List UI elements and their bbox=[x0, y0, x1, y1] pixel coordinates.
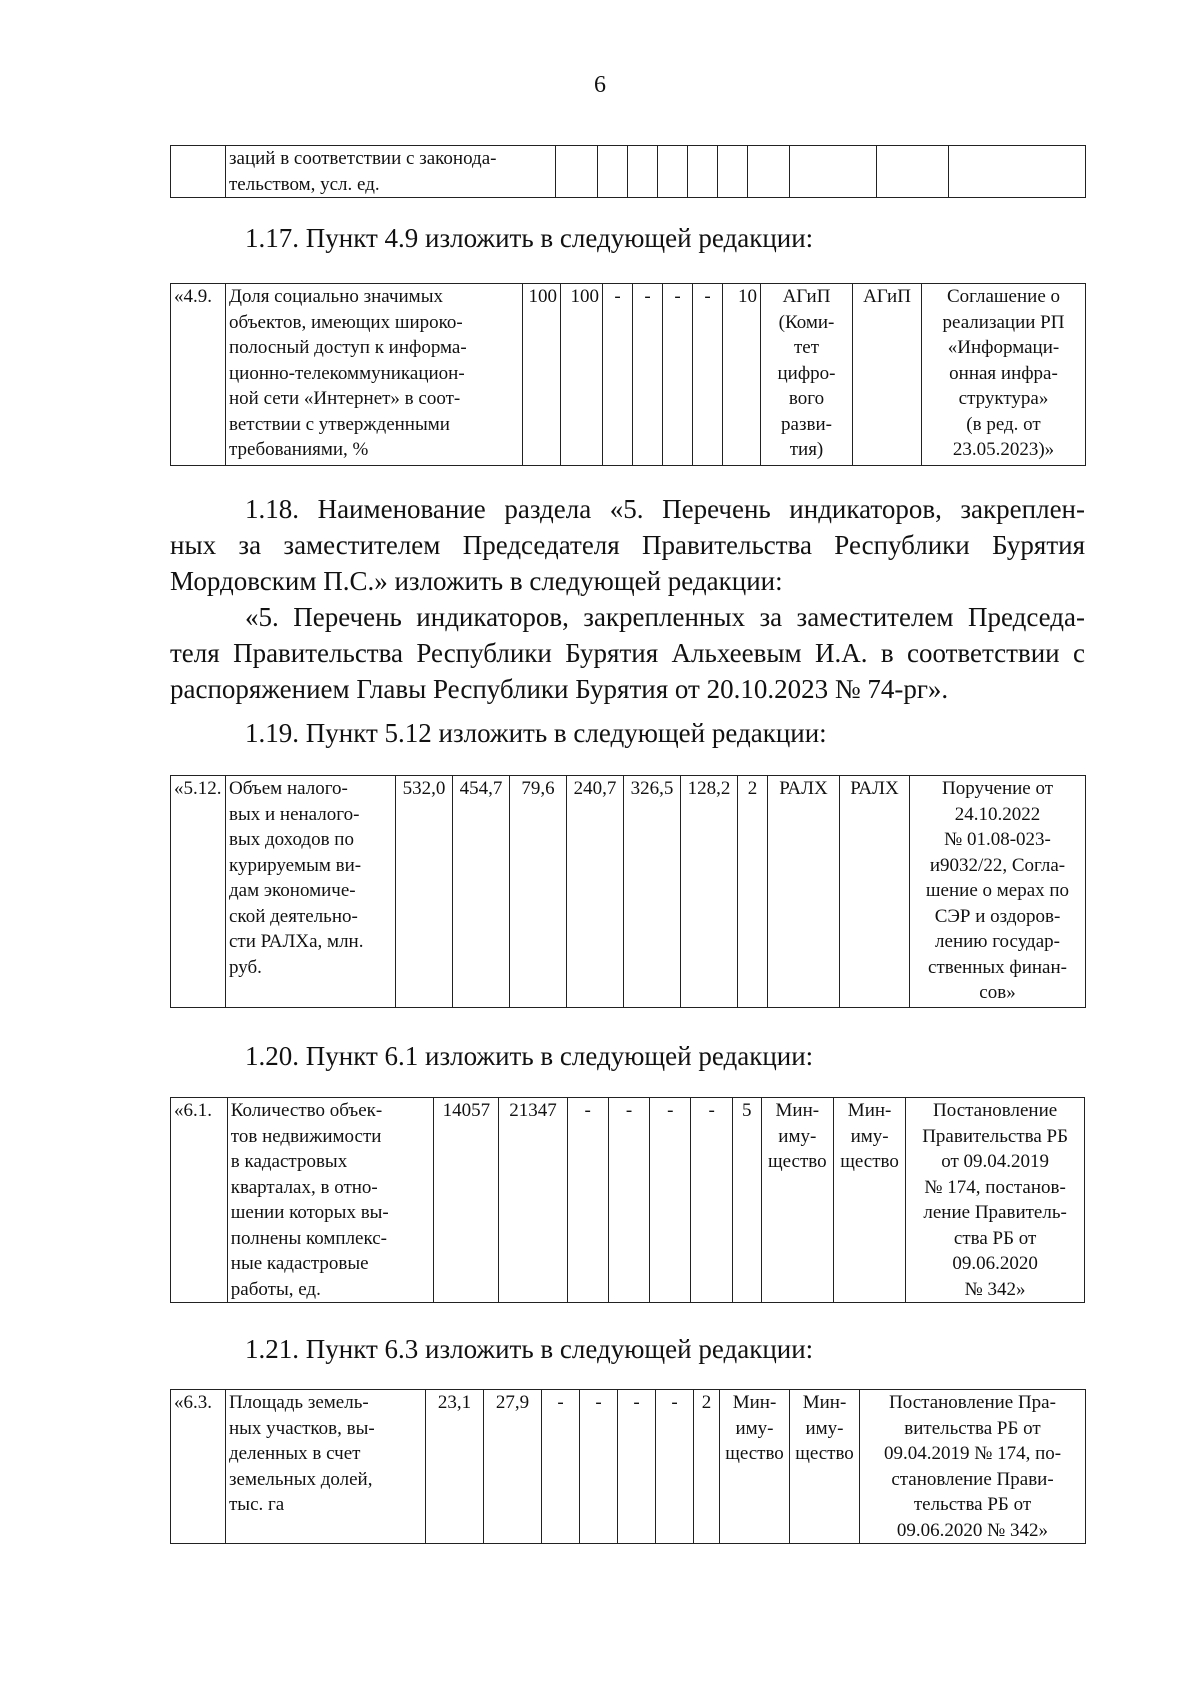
continuation-table bbox=[170, 145, 1086, 198]
text-line: РАЛХ bbox=[779, 778, 828, 799]
text-line: полнены комплекс- bbox=[230, 1227, 388, 1249]
text-line: лению государ- bbox=[935, 931, 1060, 952]
item-1-17: 1.17. Пункт 4.9 изложить в следующей редакции: bbox=[245, 223, 814, 253]
text-line: (в ред. от bbox=[966, 413, 1041, 435]
value-cell: - bbox=[663, 284, 693, 466]
text-line: Количество объек- bbox=[230, 1100, 383, 1121]
value-cell: 100 bbox=[561, 284, 603, 466]
table-row bbox=[171, 1098, 1085, 1303]
text-line: тельства РБ от bbox=[913, 1494, 1032, 1515]
text-line: ных участков, вы- bbox=[229, 1417, 375, 1439]
text-line: Площадь земель- bbox=[229, 1392, 369, 1413]
indicator-description bbox=[227, 1098, 434, 1303]
item-1-18 bbox=[170, 491, 1085, 707]
text-line: щество bbox=[767, 1151, 827, 1172]
text-line: ства РБ от bbox=[953, 1227, 1037, 1249]
text-line: теля Правительства Республики Бурятия Альхеевым И.А. в соответствии с bbox=[170, 638, 1085, 668]
value-cell: 532,0 bbox=[396, 776, 453, 1008]
text-line: 23.05.2023)» bbox=[952, 439, 1055, 460]
page-number: 6 bbox=[594, 72, 606, 98]
basis-cell bbox=[860, 1390, 1086, 1544]
indicator-table-6-3 bbox=[170, 1389, 1086, 1544]
responsible-cell bbox=[761, 284, 853, 466]
text-line: иму- bbox=[805, 1417, 844, 1439]
text-line: «5. Перечень индикаторов, закрепленных за заместителем Председа- bbox=[245, 602, 1085, 632]
value-cell: 14057 bbox=[434, 1098, 499, 1303]
value-cell: - bbox=[542, 1390, 580, 1544]
text-line: 24.10.2022 bbox=[954, 803, 1041, 825]
text-line: Правительства РБ bbox=[922, 1125, 1068, 1147]
text-line: структура» bbox=[958, 388, 1049, 409]
text-line: земельных долей, bbox=[229, 1468, 373, 1490]
text-line: СЭР и оздоров- bbox=[934, 905, 1061, 927]
item-number: «6.3. bbox=[171, 1390, 226, 1544]
value-cell: 240,7 bbox=[567, 776, 624, 1008]
text-line: тов недвижимости bbox=[230, 1125, 382, 1147]
text-line: Мордовским П.С.» изложить в следующей редакции: bbox=[170, 566, 783, 596]
text-line: № 174, постанов- bbox=[924, 1176, 1066, 1198]
text-line: ской деятельно- bbox=[229, 905, 358, 927]
text-line: Объем налого- bbox=[229, 778, 348, 799]
weight-cell: 10 bbox=[723, 284, 761, 466]
text-line: ной сети «Интернет» в соот- bbox=[229, 388, 461, 409]
text-line: ционно-телекоммуникацион- bbox=[229, 362, 465, 384]
text-line: от 09.04.2019 bbox=[941, 1151, 1050, 1172]
indicator-description bbox=[226, 776, 396, 1008]
text-line: деленных в счет bbox=[229, 1443, 361, 1464]
text-line: реализации РП bbox=[942, 311, 1065, 333]
text-line: Поручение от bbox=[941, 778, 1054, 799]
text-line: объектов, имеющих широко- bbox=[229, 311, 463, 333]
value-cell: - bbox=[567, 1098, 608, 1303]
text-line: заций в соответствии с законода- bbox=[229, 148, 497, 169]
value-cell: 79,6 bbox=[510, 776, 567, 1008]
text-line: Мин- bbox=[847, 1100, 892, 1121]
text-line: Постановление bbox=[933, 1100, 1058, 1121]
text-line: вительства РБ от bbox=[904, 1417, 1041, 1439]
text-line: ных за заместителем Председателя Правительства Республики Бурятия bbox=[170, 530, 1085, 560]
text-line: иму- bbox=[850, 1125, 889, 1147]
text-line: и9032/22, Согла- bbox=[929, 854, 1066, 876]
text-line: ветствии с утвержденными bbox=[229, 413, 450, 435]
item-1-21: 1.21. Пункт 6.3 изложить в следующей редакции: bbox=[245, 1334, 814, 1364]
item-number: «5.12. bbox=[171, 776, 226, 1008]
indicator-description bbox=[226, 284, 523, 466]
responsible-cell bbox=[790, 1390, 860, 1544]
text-line: щество bbox=[840, 1151, 899, 1172]
text-line: тыс. га bbox=[229, 1494, 285, 1515]
item-1-19: 1.19. Пункт 5.12 изложить в следующей редакции: bbox=[245, 718, 827, 748]
value-cell: 27,9 bbox=[484, 1390, 542, 1544]
responsible-cell bbox=[833, 1098, 905, 1303]
text-line: разви- bbox=[781, 413, 832, 435]
text-line: АГиП bbox=[863, 286, 911, 307]
basis-cell bbox=[910, 776, 1086, 1008]
text-line: Мин- bbox=[775, 1100, 820, 1121]
weight-cell: 2 bbox=[694, 1390, 720, 1544]
text-line: щество bbox=[795, 1443, 854, 1464]
text-line: щество bbox=[725, 1443, 784, 1464]
responsible-cell bbox=[761, 1098, 833, 1303]
value-cell: 128,2 bbox=[681, 776, 738, 1008]
value-cell: 454,7 bbox=[453, 776, 510, 1008]
text-line: Доля социально значимых bbox=[229, 286, 443, 307]
text-line: ственных финан- bbox=[928, 956, 1067, 978]
text-line: шение о мерах по bbox=[925, 880, 1070, 901]
table-row bbox=[171, 146, 1086, 198]
value-cell: - bbox=[656, 1390, 694, 1544]
text-line: 09.06.2020 bbox=[952, 1253, 1038, 1274]
text-line: тия) bbox=[789, 439, 824, 460]
table-row bbox=[171, 1390, 1086, 1544]
text-line: «Информаци- bbox=[947, 337, 1060, 358]
basis-cell bbox=[922, 284, 1086, 466]
text-line: полосный доступ к информа- bbox=[229, 337, 467, 358]
indicator-description bbox=[226, 1390, 426, 1544]
table-row bbox=[171, 284, 1086, 466]
text-line: кварталах, в отно- bbox=[230, 1176, 378, 1198]
text-line: в кадастровых bbox=[230, 1151, 348, 1172]
text-line: ление Правитель- bbox=[923, 1202, 1067, 1223]
text-line: АГиП bbox=[782, 286, 831, 307]
text-line: сов» bbox=[979, 982, 1016, 1003]
value-cell: - bbox=[580, 1390, 618, 1544]
value-cell: - bbox=[691, 1098, 732, 1303]
text-line: распоряжением Главы Республики Бурятия от 20.10.2023 № 74-рг». bbox=[170, 674, 949, 704]
weight-cell: 5 bbox=[732, 1098, 761, 1303]
table-row bbox=[171, 776, 1086, 1008]
text-line: Мин- bbox=[732, 1392, 777, 1413]
value-cell: 23,1 bbox=[426, 1390, 484, 1544]
text-line: 09.04.2019 № 174, по- bbox=[883, 1443, 1062, 1464]
item-1-20: 1.20. Пункт 6.1 изложить в следующей редакции: bbox=[245, 1041, 814, 1071]
text-line: сти РАЛХа, млн. bbox=[229, 931, 364, 952]
text-line: шении которых вы- bbox=[230, 1202, 389, 1223]
text-line: иму- bbox=[778, 1125, 817, 1147]
value-cell: 100 bbox=[523, 284, 561, 466]
value-cell: - bbox=[633, 284, 663, 466]
text-line: требованиями, % bbox=[229, 439, 369, 460]
value-cell: - bbox=[618, 1390, 656, 1544]
text-line: курируемым ви- bbox=[229, 854, 362, 876]
text-line: работы, ед. bbox=[230, 1278, 321, 1300]
text-line: тет bbox=[793, 337, 820, 358]
text-line: ные кадастровые bbox=[230, 1253, 369, 1274]
text-line: становление Прави- bbox=[891, 1468, 1054, 1490]
indicator-table-4-9 bbox=[170, 283, 1086, 466]
value-cell: - bbox=[608, 1098, 649, 1303]
value-cell: 326,5 bbox=[624, 776, 681, 1008]
indicator-table-6-1 bbox=[170, 1097, 1085, 1303]
value-cell: 21347 bbox=[499, 1098, 567, 1303]
text-line: № 342» bbox=[964, 1278, 1026, 1300]
item-number: «6.1. bbox=[171, 1098, 228, 1303]
text-line: дам экономиче- bbox=[229, 880, 356, 901]
responsible-cell bbox=[840, 776, 910, 1008]
responsible-cell bbox=[720, 1390, 790, 1544]
text-line: Постановление Пра- bbox=[889, 1392, 1056, 1413]
responsible-cell bbox=[768, 776, 840, 1008]
text-line: цифро- bbox=[777, 362, 836, 384]
text-line: 09.06.2020 № 342» bbox=[896, 1519, 1049, 1541]
text-line: вых и неналого- bbox=[229, 803, 360, 825]
text-line: Соглашение о bbox=[947, 286, 1060, 307]
value-cell: - bbox=[693, 284, 723, 466]
text-line: вого bbox=[788, 388, 825, 409]
text-line: Мин- bbox=[802, 1392, 847, 1413]
value-cell: - bbox=[603, 284, 633, 466]
text-line: (Коми- bbox=[778, 311, 835, 333]
value-cell: - bbox=[650, 1098, 691, 1303]
text-line: 1.18. Наименование раздела «5. Перечень индикаторов, закреплен- bbox=[245, 494, 1085, 524]
text-line: № 01.08-023- bbox=[944, 829, 1051, 850]
text-line: руб. bbox=[229, 956, 262, 978]
basis-cell bbox=[906, 1098, 1085, 1303]
text-line: тельством, усл. ед. bbox=[229, 173, 380, 195]
text-line: иму- bbox=[735, 1417, 774, 1439]
text-line: онная инфра- bbox=[949, 362, 1058, 384]
text-line: вых доходов по bbox=[229, 829, 354, 850]
item-number: «4.9. bbox=[171, 284, 226, 466]
weight-cell: 2 bbox=[738, 776, 768, 1008]
text-line: РАЛХ bbox=[850, 778, 899, 799]
responsible-cell bbox=[853, 284, 922, 466]
indicator-description bbox=[226, 146, 556, 198]
indicator-table-5-12 bbox=[170, 775, 1086, 1008]
